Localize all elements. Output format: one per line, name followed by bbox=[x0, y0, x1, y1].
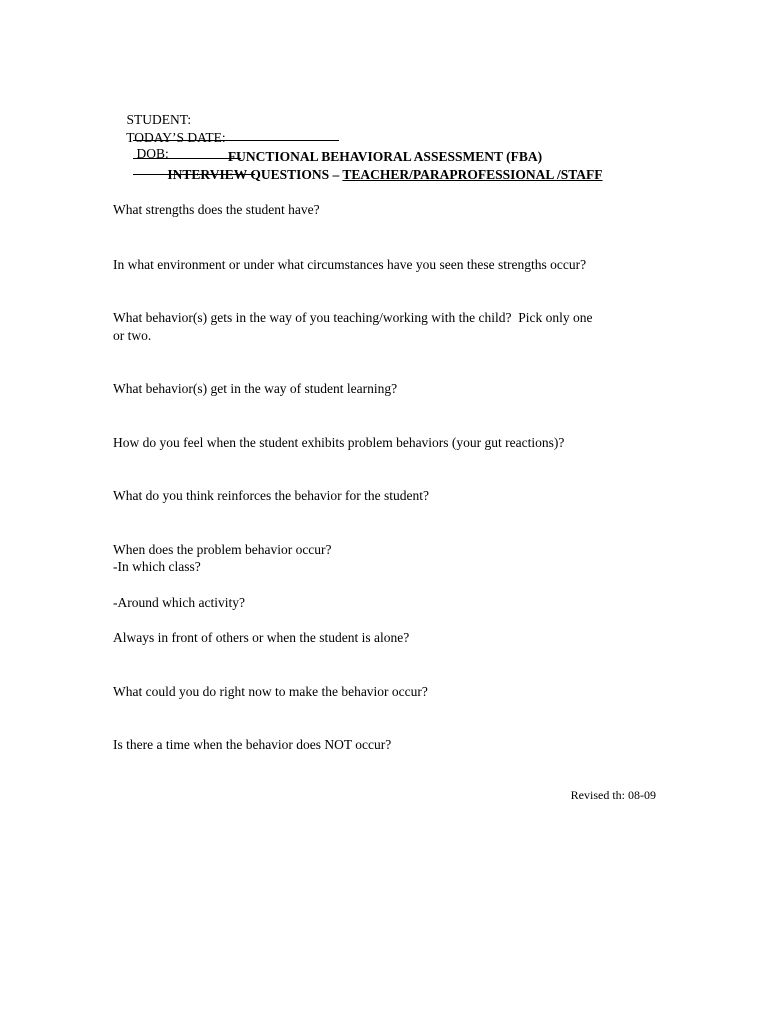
question-behavior-teaching: What behavior(s) gets in the way of you teaching/working with the child? Pick only one bbox=[113, 310, 593, 325]
question-which-class: -In which class? bbox=[113, 559, 201, 574]
question-behavior-learning: What behavior(s) get in the way of student learning? bbox=[113, 381, 398, 396]
question-strengths: What strengths does the student have? bbox=[113, 202, 320, 217]
question-gut-reactions: How do you feel when the student exhibits problem behaviors (your gut reactions)? bbox=[113, 435, 565, 450]
subtitle-prefix: INTERVIEW QUESTIONS – bbox=[167, 167, 343, 182]
question-which-activity: -Around which activity? bbox=[113, 595, 245, 610]
document-subtitle bbox=[0, 166, 770, 183]
question-make-occur: What could you do right now to make the behavior occur? bbox=[113, 684, 428, 699]
question-not-occur: Is there a time when the behavior does NOT occur? bbox=[113, 737, 392, 752]
student-label: STUDENT: bbox=[126, 112, 192, 127]
question-when-occur: When does the problem behavior occur? bbox=[113, 542, 332, 557]
question-strengths-environment: In what environment or under what circumstances have you seen these strengths occur? bbox=[113, 257, 587, 272]
question-reinforcement: What do you think reinforces the behavior for the student? bbox=[113, 488, 430, 503]
dob-label: DOB: bbox=[136, 146, 169, 161]
revision-note: Revised th: 08-09 bbox=[570, 788, 656, 802]
todays-date-label: TODAY’S DATE: bbox=[126, 130, 226, 145]
subtitle-audience: TEACHER/PARAPROFESSIONAL /STAFF bbox=[342, 167, 603, 182]
question-others-alone: Always in front of others or when the student is alone? bbox=[113, 630, 410, 645]
document-title: FUNCTIONAL BEHAVIORAL ASSESSMENT (FBA) bbox=[227, 149, 543, 164]
question-behavior-teaching-cont: or two. bbox=[113, 328, 152, 343]
